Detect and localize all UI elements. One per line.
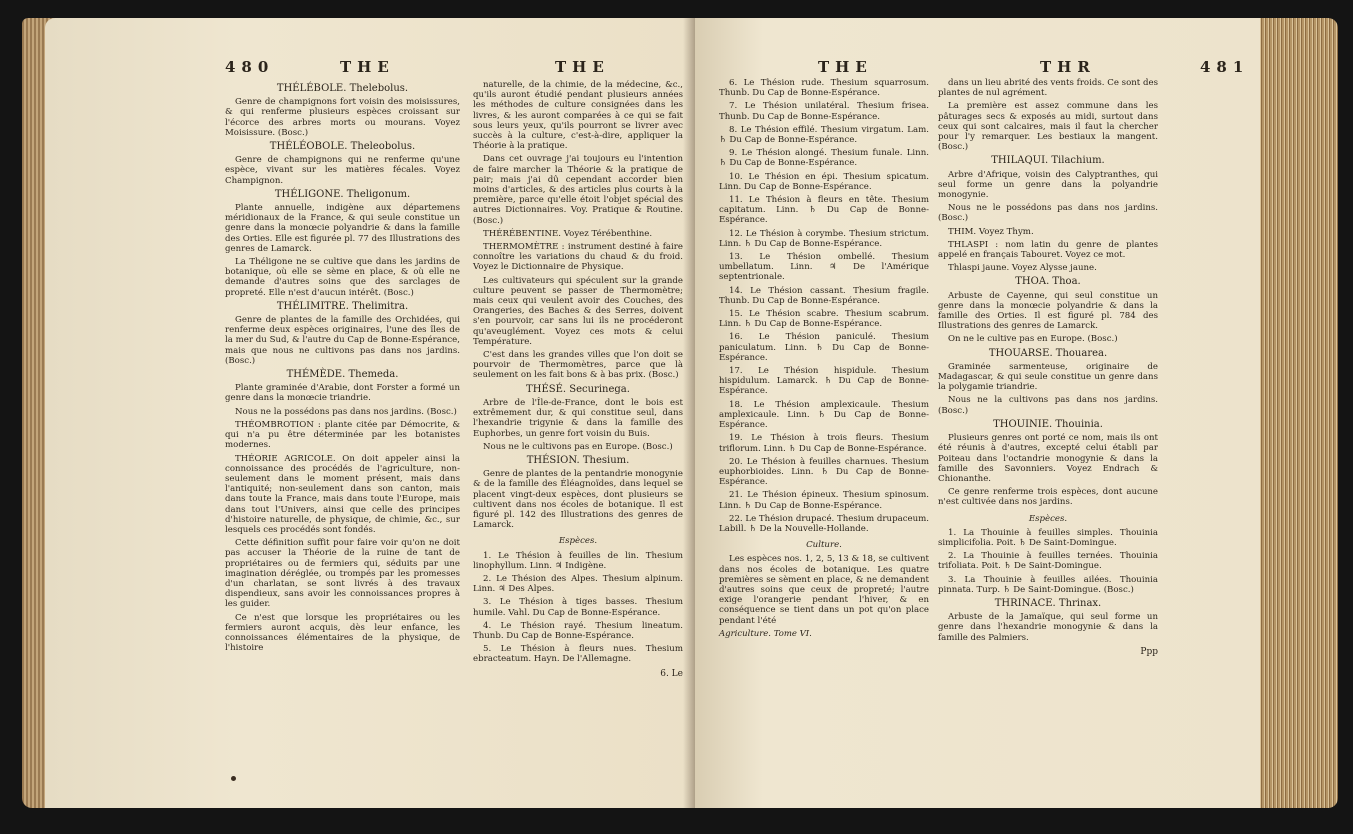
paragraph: Ce genre renferme trois espèces, dont aucune n'est cultivée dans nos jardins. (938, 487, 1158, 508)
paragraph: Genre de plantes de la famille des Orchidées, qui renferme deux espèces originaires, l'une des îles de la mer du Sud, & l'autre du Cap de Bonne-Espérance, mais que nous ne cultivons pas dans nos jardins. (Bosc.) (225, 315, 460, 366)
paragraph: Arbre d'Afrique, voisin des Calyptranthes, qui seul forme un genre dans la polyandrie monogynie. (938, 169, 1158, 201)
paragraph: 18. Le Thésion amplexicaule. Thesium amplexicaule. Linn. ♄ Du Cap de Bonne-Espérance. (719, 399, 929, 431)
paragraph: 2. La Thouinie à feuilles ternées. Thouinia trifoliata. Poit. ♄ De Saint-Domingue. (938, 551, 1158, 572)
paragraph: 13. Le Thésion ombellé. Thesium umbellatum. Linn. ♃ De l'Amérique septentrionale. (719, 252, 929, 283)
paragraph: THERMOMÈTRE : instrument destiné à faire connoître les variations du chaud & du froid. Voyez le Dictionnaire de Physique. (473, 242, 683, 273)
paragraph: 7. Le Thésion unilatéral. Thesium frisea. Thunb. Du Cap de Bonne-Espérance. (719, 101, 929, 122)
paragraph: 10. Le Thésion en épi. Thesium spicatum. Linn. Du Cap de Bonne-Espérance. (719, 171, 929, 192)
paragraph: THÉRÉBENTINE. Voyez Térébenthine. (483, 228, 653, 239)
right-page-number: 481 (1200, 58, 1250, 76)
paragraph: Arbre de l'Île-de-France, dont le bois est extrêmement dur, & qui constitue seul, dans l'hexandrie trigynie & dans la famille des Euphorbes, un genre fort voisin du Buis. (473, 397, 683, 439)
book-edge-right (1258, 18, 1338, 808)
entry-heading: THÉMÈDE. Themeda. (286, 369, 399, 381)
paragraph: 17. Le Thésion hispidule. Thesium hispidulum. Lamarck. ♄ Du Cap de Bonne-Espérance. (719, 366, 929, 397)
paragraph: 4. Le Thésion rayé. Thesium lineatum. Thunb. Du Cap de Bonne-Espérance. (473, 620, 683, 641)
paragraph: 16. Le Thésion paniculé. Thesium paniculatum. Linn. ♄ Du Cap de Bonne-Espérance. (719, 332, 929, 363)
paragraph: Ce n'est que lorsque les propriétaires ou les fermiers auront acquis, dès leur enfance, les connoissances élémentaires de la physique, de l'histoire (225, 612, 460, 654)
paragraph: 6. Le Thésion rude. Thesium squarrosum. Thunb. Du Cap de Bonne-Espérance. (719, 78, 929, 99)
paragraph: Dans cet ouvrage j'ai toujours eu l'intention de faire marcher la Théorie & la pratique de pair; mais j'ai dû cependant accorder bien moins d'articles, & des articles plus courts à la première, parce qu'elle étoit l'objet spécial des autres Dictionnaires. Voy. Pratique & Routine. (Bosc.) (473, 154, 683, 226)
paragraph: Nous ne la cultivons pas dans nos jardins. (Bosc.) (938, 395, 1158, 416)
paragraph: 15. Le Thésion scabre. Thesium scabrum. Linn. ♄ Du Cap de Bonne-Espérance. (719, 309, 929, 330)
left-page-number: 480 (225, 58, 275, 76)
right-page-column-1 (719, 78, 929, 639)
paragraph: Plante graminée d'Arabie, dont Forster a formé un genre dans la monœcie triandrie. (225, 383, 460, 404)
paragraph: Genre de plantes de la pentandrie monogynie & de la famille des Éléagnoïdes, dans lequel se placent vingt-deux espèces, dont plusieurs se cultivent dans nos écoles de botanique. Il est figuré pl. 142 des Illustrations des genres de Lamarck. (473, 469, 683, 531)
paragraph: Arbuste de la Jamaïque, qui seul forme un genre dans l'hexandrie monogynie & dans la famille des Palmiers. (938, 612, 1158, 643)
paragraph: Thlaspi jaune. Voyez Alysse jaune. (948, 263, 1097, 274)
signature-line: Agriculture. Tome VI. (719, 628, 812, 639)
paragraph: 2. Le Thésion des Alpes. Thesium alpinum. Linn. ♃ Des Alpes. (473, 573, 683, 595)
entry-heading: THÉLÉBOLE. Thelebolus. (276, 83, 409, 94)
paragraph: 20. Le Thésion à feuilles charnues. Thesium euphorbioides. Linn. ♄ Du Cap de Bonne-Espérance. (719, 456, 929, 488)
paragraph: 11. Le Thésion à fleurs en tête. Thesium capitatum. Linn. ♄ Du Cap de Bonne-Espérance. (719, 195, 929, 226)
section-subheading: Espèces. (558, 536, 598, 547)
paragraph: naturelle, de la chimie, de la médecine, &c., qu'ils auront étudié pendant plusieurs années les méthodes de culture consignées dans les livres, & les auront comparées à ce qui se fait sous leurs yeux, qu'ils pourront se livrer avec succès à la culture, c'est-à-dire, appliquer la Théorie à la pratique. (473, 80, 683, 152)
entry-heading: THOA. Thoa. (1015, 276, 1081, 288)
paragraph: 22. Le Thésion drupacé. Thesium drupaceum. Labill. ♄ De la Nouvelle-Hollande. (719, 513, 930, 534)
right-header-running-title-1: THE (818, 58, 873, 76)
paragraph: 8. Le Thésion effilé. Thesium virgatum. Lam. ♄ Du Cap de Bonne-Espérance. (719, 124, 929, 146)
paragraph: 21. Le Thésion épineux. Thesium spinosum. Linn. ♄ Du Cap de Bonne-Espérance. (719, 490, 929, 511)
entry-heading: THÉLÉOBOLE. Theleobolus. (269, 141, 416, 153)
section-subheading: Culture. (806, 540, 842, 551)
right-page (695, 18, 1260, 808)
ink-spot (231, 776, 236, 781)
entry-heading: THOUINIE. Thouinia. (993, 418, 1103, 430)
paragraph: On ne le cultive pas en Europe. (Bosc.) (948, 334, 1118, 345)
left-page-column-1 (225, 80, 460, 656)
paragraph: dans un lieu abrité des vents froids. Ce sont des plantes de nul agrément. (938, 78, 1158, 99)
paragraph: Genre de champignons fort voisin des moisissures, & qui renferme plusieurs espèces croissant sur l'écorce des arbres morts ou mourans. Voyez Moisissure. (Bosc.) (225, 97, 460, 138)
paragraph: Arbuste de Cayenne, qui seul constitue un genre dans la monœcie polyandrie & dans la famille des Orties. Il est figuré pl. 784 des Illustrations des genres de Lamarck. (938, 290, 1158, 332)
section-subheading: Espèces. (1028, 513, 1068, 524)
paragraph: Genre de champignons qui ne renferme qu'une espèce, vivant sur les matières fécales. Voyez Champignon. (225, 155, 460, 186)
paragraph: La première est assez commune dans les pâturages secs & exposés au midi, surtout dans ceux qui sont calcaires, mais il faut la chercher pour l'y remarquer. Les bestiaux la mangent. (Bosc.) (938, 101, 1158, 153)
right-header-running-title-2: THR (1040, 58, 1096, 76)
paragraph: THIM. Voyez Thym. (948, 226, 1034, 237)
paragraph: 12. Le Thésion à corymbe. Thesium strictum. Linn. ♄ Du Cap de Bonne-Espérance. (719, 228, 929, 249)
paragraph: 1. Le Thésion à feuilles de lin. Thesium linophyllum. Linn. ♃ Indigène. (473, 550, 683, 571)
paragraph: 3. La Thouinie à feuilles ailées. Thouinia pinnata. Turp. ♄ De Saint-Domingue. (Bosc.) (938, 574, 1158, 595)
paragraph: Nous ne le possédons pas dans nos jardins. (Bosc.) (938, 203, 1158, 224)
right-page-column-2 (938, 78, 1158, 657)
entry-heading: THÉLIGONE. Theligonum. (274, 188, 411, 200)
catchword: Ppp (1140, 646, 1158, 657)
left-page (45, 18, 695, 808)
paragraph: 9. Le Thésion alongé. Thesium funale. Linn. ♄ Du Cap de Bonne-Espérance. (719, 148, 929, 169)
paragraph: Nous ne la possédons pas dans nos jardins. (Bosc.) (235, 406, 457, 417)
paragraph: La Théligone ne se cultive que dans les jardins de botanique, où elle se sème en place, & où elle ne demande d'autres soins que des sarclages de propreté. Elle n'est d'aucun intérêt. (Bosc.) (225, 257, 460, 298)
paragraph: THLASPI : nom latin du genre de plantes appelé en français Tabouret. Voyez ce mot. (938, 239, 1158, 261)
paragraph: C'est dans les grandes villes que l'on doit se pourvoir de Thermomètres, parce que là seulement on les fait bons & à bas prix. (Bosc.) (473, 350, 683, 381)
entry-heading: THILAQUI. Tilachium. (991, 155, 1105, 167)
catchword: 6. Le (660, 668, 683, 679)
entry-heading: THÉSION. Thesium. (526, 454, 630, 466)
paragraph: 1. La Thouinie à feuilles simples. Thouinia simplicifolia. Poit. ♄ De Saint-Domingue. (938, 527, 1158, 548)
paragraph: Les cultivateurs qui spéculent sur la grande culture peuvent se passer de Thermomètre; mais ceux qui veulent avoir des Couches, des Orangeries, des Baches & des Serres, doivent s'en pourvoir, car sans lui ils ne procéderont qu'aveuglément. Voyez ces mots & celui Température. (473, 275, 683, 347)
entry-heading: THÉLIMITRE. Thelimitra. (276, 300, 409, 312)
left-header-running-title-1: THE (340, 58, 395, 76)
paragraph: 5. Le Thésion à fleurs nues. Thesium ebracteatum. Hayn. De l'Allemagne. (473, 644, 683, 665)
paragraph: 14. Le Thésion cassant. Thesium fragile. Thunb. Du Cap de Bonne-Espérance. (719, 285, 929, 306)
paragraph: Nous ne le cultivons pas en Europe. (Bosc.) (483, 441, 673, 452)
paragraph: Les espèces nos. 1, 2, 5, 13 & 18, se cultivent dans nos écoles de botanique. Les quatre premières se sèment en place, & ne demandent d'autres soins que ceux de propreté; l'autre exige l'orangerie pendant l'hiver, & en conséquence se tient dans un pot qu'on place pendant l'été (719, 554, 929, 626)
entry-heading: THÉSÉ. Securinega. (526, 383, 630, 395)
paragraph: Graminée sarmenteuse, originaire de Madagascar, & qui seule constitue un genre dans la polygamie triandrie. (938, 361, 1158, 393)
paragraph: Cette définition suffit pour faire voir qu'on ne doit pas accuser la Théorie de la ruine de tant de propriétaires ou de fermiers qui, séduits par une imagination déréglée, ou trompés par les promesses d'un charlatan, se sont livrés à des travaux dispendieux, sans avoir les connoissances propres à les guider. (225, 538, 460, 610)
paragraph: 3. Le Thésion à tiges basses. Thesium humile. Vahl. Du Cap de Bonne-Espérance. (473, 597, 683, 618)
paragraph: Plante annuelle, indigène aux départemens méridionaux de la France, & qui seule constitue un genre dans la monœcie polyandrie & dans la famille des Orties. Elle est figurée pl. 77 des Illustrations des genres de Lamarck. (225, 203, 460, 254)
entry-heading: THRINACE. Thrinax. (994, 597, 1102, 609)
paragraph: Plusieurs genres ont porté ce nom, mais ils ont été réunis à d'autres, excepté celui établi par Poiteau dans l'octandrie monogynie & dans la famille des Savonniers. Voyez Endrach & Chionanthe. (938, 433, 1158, 484)
paragraph: THÉOMBROTION : plante citée par Démocrite, & qui n'a pu être déterminée par les botanistes modernes. (225, 419, 460, 451)
left-page-column-2 (473, 80, 683, 679)
paragraph: THÉORIE AGRICOLE. On doit appeler ainsi la connoissance des procédés de l'agriculture, non-seulement dans le moment présent, mais dans l'antiquité; non-seulement dans son canton, mais dans toute la France, mais dans toute l'Europe, mais dans tout l'Univers, ainsi que celle des principes d'histoire naturelle, de physique, de chimie, &c., sur lesquels ces procédés sont fondés. (225, 453, 460, 535)
left-header-running-title-2: THE (555, 58, 610, 76)
paragraph: 19. Le Thésion à trois fleurs. Thesium triflorum. Linn. ♄ Du Cap de Bonne-Espérance. (719, 433, 929, 454)
entry-heading: THOUARSE. Thouarea. (988, 347, 1108, 359)
